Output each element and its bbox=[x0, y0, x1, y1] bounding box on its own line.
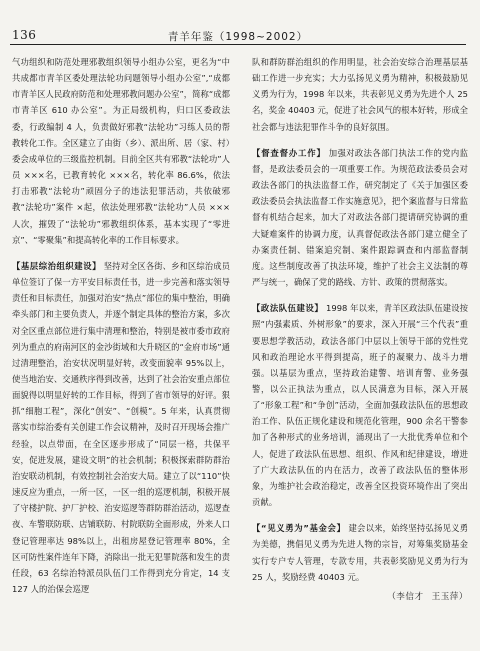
section-body-foundation: 建会以来，始终坚持弘扬见义勇为美德，携倡见义勇为先进人物的宗旨，对筹集奖励基金实行专户专人管理，专款专用，共表彰奖励见义勇为行为 25 人，奖励经费 40403 元。 bbox=[252, 523, 468, 582]
section-grassroots bbox=[12, 258, 230, 597]
right-column bbox=[252, 54, 468, 605]
author-name-1: 李信才 bbox=[396, 591, 424, 602]
author-signature: （李信才 王玉萍） bbox=[387, 591, 468, 602]
section-team-building bbox=[252, 300, 468, 510]
section-body-grassroots: 坚持对全区各街、乡和区综治成员单位签订了保一方平安目标责任书，进一步完善和落实领导责任和目标责任，加强对治安“热点”部位的集中整治，明确牵头部门和主要负责人，并逐个制定具体的整治方案，多次对全区重点部位进行集中清理和整治，特别是被市委市政府列为重点的府南河区的金沙街域和大升晓区的“金府市场”通过清理整治，治安状况明显好转，改变面貌率 95%以上，使当地治安、交通秩序得到改善，达到了社会治安重点部位面貌得以明显好转的工作目标，得到了省市领导的好评。狠抓“细胞工程”，深化“创安”、“创模”。5 年来，认真贯彻落实市综治委有关创建工作会议精神，及时召开现场会推广经验，以点带面，在全区逐步形成了“同层一格，共保平安，促进发展，建设文明”的社会机制；积极探索群防群治治安联动机制，有效控制社会治安大局。建立了以“110”快速反应为重点，一所一区，一区一组的巡逻机制，积极开展了守楼护院、护厂护校、治安巡逻等群防群治活动，巡逻查夜、车警联防联、店铺联防、村院联防全面形成，外来人口登记管理率达 98%以上，出租房屋登记管理率 80%，全区可防性案件连年下降，消除出一批无犯罪院落和发生的责任段，63 名综治特派员队伍门工作得到充分肯定，14 支 127 人的治保会巡逻 bbox=[12, 260, 230, 594]
section-title-team-building: 【政法队伍建设】 bbox=[252, 303, 324, 314]
section-title-foundation: 【“见义勇为”基金会】 bbox=[252, 523, 346, 534]
continuation-paragraph: 队和群防群治组织的作用明显，社会治安综合治理基层基础工作进一步充实；大力弘扬见义勇为精神，积极鼓励见义勇为行为，1998 年以来，共表彰见义勇为先进个人 25 名，奖金 40403 元，促进了社会风气的根本好转，形成全社会都与违法犯罪作斗争的良好氛围。 bbox=[252, 57, 468, 132]
section-title-grassroots: 【基层综治组织建设】 bbox=[12, 260, 101, 271]
page-header bbox=[10, 26, 466, 45]
left-column bbox=[12, 54, 230, 597]
section-body-team-building: 1998 年以来，青羊区政法队伍建设按照“内强素质、外树形象”的要求，深入开展“三个代表”重要思想学教活动，政法各部门中层以上领导干部的党性党风和政治理论水平得到提高，班子的凝聚力、战斗力增强。以基层为重点，坚持政治建警、培训育警、业务强警，以公正执法为重点，以人民满意为目标，深入开展了“形象工程”和“争创”活动，全面加强政法队伍的思想政治工作、队伍正规化建设和规范化管理，900 余名干警参加了各种形式的业务培训，涌现出了一大批优秀单位和个人，促进了政法队伍思想、组织、作风和纪律建设，增进了广大政法队伍的内在活力，改善了政法队伍的整体形象，为维护社会政治稳定，改善全区投资环境作出了突出贡献。 bbox=[252, 303, 469, 508]
section-supervision bbox=[252, 145, 468, 290]
section-body-supervision: 加强对政法各部门执法工作的党内监督，是政法委员会的一项重要工作。为规范政法委员会对政法各部门的执法监督工作，研究制定了《关于加强区委政法委员会执法监督工作实施意见》，把个案监督与日常监督有机结合起来，加大了对政法各部门提请研究协调的重大疑难案件的协调力度，认真督促政法各部门建立健全了办案责任制、错案追究制、案件跟踪调查和内部监督制度。这些制度改善了执法环境，维护了社会主义法制的尊严与统一，确保了党的路线、方针、政策的贯彻落实。 bbox=[252, 147, 468, 288]
section-foundation bbox=[252, 520, 468, 585]
page-number: 136 bbox=[12, 28, 37, 42]
running-title: 青羊年鉴（1998~2002） bbox=[167, 31, 309, 43]
intro-paragraph: 气功组织和防范处理邪教组织领导小组办公室，更名为“中共成都市青羊区委处理法轮功问题领导小组办公室”,“成都市青羊区人民政府防范和处理邪教问题办公室”，简称“成都市青羊区 610 办公室”。为正局级机构，归口区委政法委，行政编制 4 人，负责做好邪教“法轮功”习练人员的帮教转化工作。全区建立了由街（乡）、派出所、居（家、村）委会成单位的三级监控机制。目前全区共有邪教“法轮功”人员 ×××名，已教育转化 ×××名，转化率 86.6%，依法打击邪教“法轮功”顽固分子的违法犯罪活动，共依破邪教“法轮功”案件 ×起，依法处理邪教“法轮功”人员 ×××人次，摧毁了“法轮功”邪教组织体系，基本实现了“零进京”、“零聚集”和提高转化率的工作目标要求。 bbox=[12, 57, 230, 245]
section-title-supervision: 【督查督办工作】 bbox=[252, 147, 326, 158]
author-name-2: 王玉萍 bbox=[431, 591, 459, 602]
